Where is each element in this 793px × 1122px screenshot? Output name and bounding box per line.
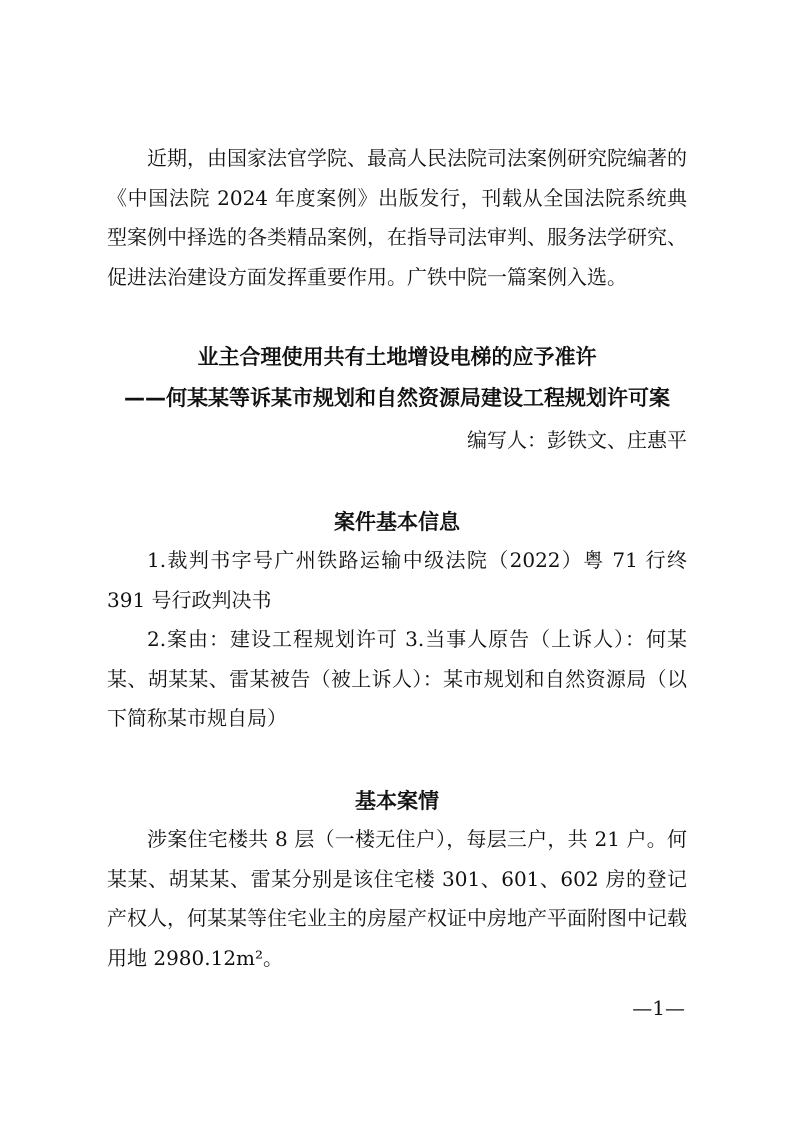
case-subtitle: ——何某某等诉某市规划和自然资源局建设工程规划许可案	[124, 386, 670, 410]
intro-paragraph: 近期，由国家法官学院、最高人民法院司法案例研究院编著的《中国法院 2024 年度案例》出版发行，刊载从全国法院系统典型案例中择选的各类精品案例，在指导司法审判、服务法学研究、促进法治建设方面发挥重要作用。广铁中院一篇案例入选。	[107, 146, 687, 289]
author-line: 编写人：彭铁文、庄惠平	[467, 428, 687, 452]
section-heading-case-facts: 基本案情	[355, 789, 439, 813]
case-title: 业主合理使用共有土地增设电梯的应予准许	[197, 345, 597, 369]
info-item-cause-and-parties: 2.案由：建设工程规划许可 3.当事人原告（上诉人）：何某某、胡某某、雷某被告（被上诉人）：某市规划和自然资源局（以下简称某市规自局）	[107, 627, 687, 730]
section-heading-basic-info: 案件基本信息	[334, 510, 460, 534]
page-number: —1—	[632, 996, 685, 1020]
case-facts-paragraph: 涉案住宅楼共 8 层（一楼无住户），每层三户，共 21 户。何某某、胡某某、雷某分别是该住宅楼 301、601、602 房的登记产权人，何某某等住宅业主的房屋产权证中房地产平面附图中记载用地 2980.12m²。	[107, 827, 687, 970]
info-item-judgment-number: 1.裁判书字号广州铁路运输中级法院（2022）粤 71 行终 391 号行政判决书	[107, 548, 687, 612]
